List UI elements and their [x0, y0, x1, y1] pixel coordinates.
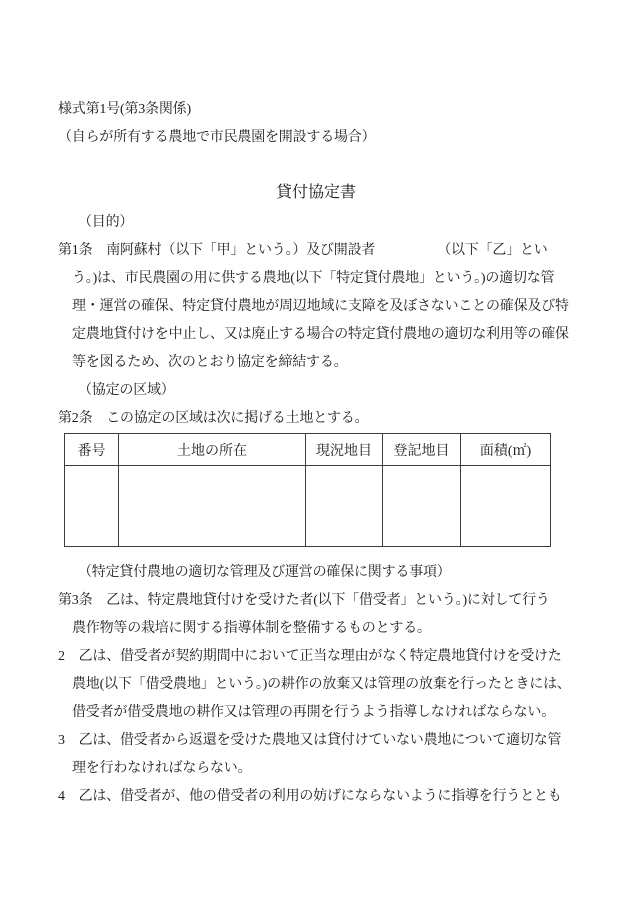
- article2-line: 第2条 この協定の区域は次に掲げる土地とする。: [58, 411, 369, 426]
- article1-line-2: う。)は、市民農園の用に供する農地(以下「特定貸付農地」という。)の適切な管: [72, 271, 555, 286]
- article3-para3-line-1: 3 乙は、借受者から返還を受けた農地又は貸付けていない農地について適切な管: [58, 733, 562, 748]
- header-current-land-category: 現況地目: [306, 434, 383, 466]
- article3-para1-line-2: 農作物等の栽培に関する指導体制を整備するものとする。: [72, 621, 431, 636]
- form-number-label: 様式第1号(第3条関係): [58, 102, 191, 117]
- land-table-header-row: [65, 434, 551, 466]
- article3-para1-line-1: 第3条 乙は、特定農地貸付けを受けた者(以下「借受者」という。)に対して行う: [58, 593, 550, 608]
- management-heading: （特定貸付農地の適切な管理及び運営の確保に関する事項）: [78, 565, 451, 580]
- case-note-label: （自らが所有する農地で市民農園を開設する場合）: [58, 130, 376, 145]
- article1-line-3: 理・運営の確保、特定貸付農地が周辺地域に支障を及ぼさないことの確保及び特: [72, 299, 569, 314]
- header-registered-land-category: 登記地目: [383, 434, 461, 466]
- header-number: 番号: [65, 434, 119, 466]
- cell-area: [461, 466, 551, 547]
- article3-para4-line-1: 4 乙は、借受者が、他の借受者の利用の妨げにならないように指導を行うととも: [58, 789, 562, 804]
- article3-para2-line-2: 農地(以下「借受農地」という。)の耕作の放棄又は管理の放棄を行ったときには、: [72, 677, 571, 692]
- article3-para2-line-1: 2 乙は、借受者が契約期間中において正当な理由がなく特定農地貸付けを受けた: [58, 649, 562, 664]
- article1-line-4: 定農地貸付けを中止し、又は廃止する場合の特定貸付農地の適切な利用等の確保: [72, 327, 569, 342]
- article3-para2-line-3: 借受者が借受農地の耕作又は管理の再開を行うよう指導しなければならない。: [72, 705, 555, 720]
- article3-para3-line-2: 理を行わなければならない。: [72, 761, 252, 776]
- cell-land-location: [119, 466, 306, 547]
- area-heading: （協定の区域）: [78, 383, 175, 398]
- cell-number: [65, 466, 119, 547]
- header-land-location: 土地の所在: [119, 434, 306, 466]
- land-table: [64, 433, 551, 547]
- cell-current-land-category: [306, 466, 383, 547]
- land-table-container: [64, 433, 574, 547]
- article1-line-5: 等を図るため、次のとおり協定を締結する。: [72, 355, 348, 370]
- land-table-row: [65, 466, 551, 547]
- header-area: 面積(㎡): [461, 434, 551, 466]
- article1-line-1: 第1条 南阿蘇村（以下「甲」という。）及び開設者 （以下「乙」とい: [58, 243, 548, 258]
- purpose-heading: （目的）: [78, 215, 134, 230]
- document-title: 貸付協定書: [275, 184, 356, 201]
- cell-registered-land-category: [383, 466, 461, 547]
